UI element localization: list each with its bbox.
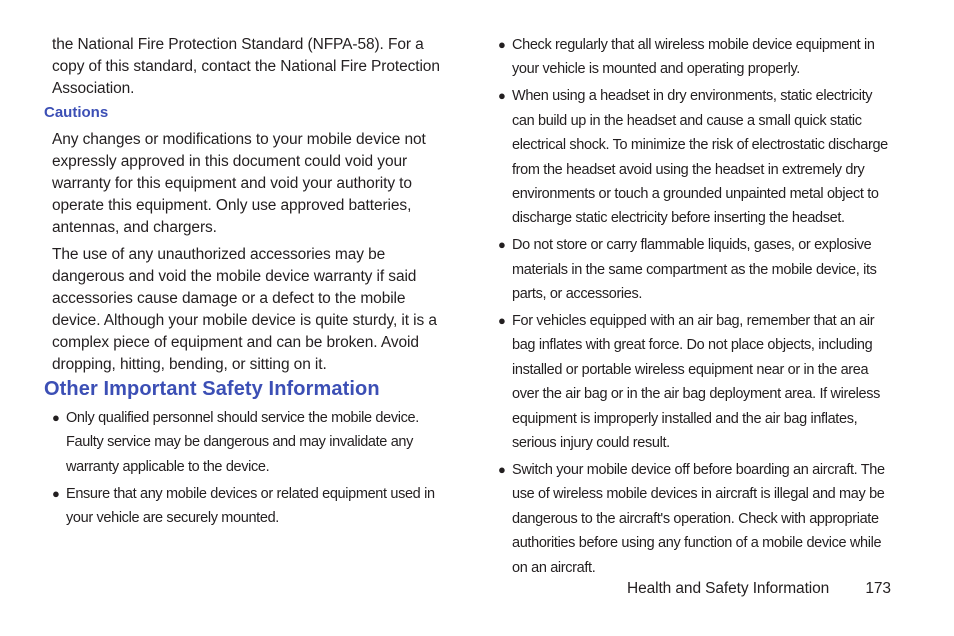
bullet-text: For vehicles equipped with an air bag, remember that an air bag inflates with great force. Do not place objects, including installed or portable wireless equipment near or in the area over the air bag or in the air bag deployment area. If wireless equipment is improperly installed and the air bag inflates, serious injury could result.	[512, 312, 881, 451]
bullet-icon: ●	[52, 410, 60, 425]
footer-section-title: Health and Safety Information	[627, 580, 830, 597]
intro-paragraph: the National Fire Protection Standard (NFPA-58). For a copy of this standard, contact the National Fire Protection Association.	[52, 36, 440, 97]
list-item	[498, 33, 898, 82]
bullet-text: Check regularly that all wireless mobile device equipment in your vehicle is mounted and operating properly.	[512, 37, 875, 78]
list-item	[52, 406, 456, 479]
bullet-text: Ensure that any mobile devices or related equipment used in your vehicle are securely mounted.	[66, 485, 435, 527]
bullet-icon: ●	[498, 88, 506, 104]
page-footer	[627, 578, 891, 600]
page-number: 173	[865, 580, 891, 597]
list-item	[498, 309, 898, 455]
right-bullet-list	[498, 33, 898, 582]
cautions-paragraph-1: Any changes or modifications to your mobile device not expressly approved in this document could void your warranty for this equipment and void your authority to operate this equipment. Only use approved batteries, antennas, and chargers.	[52, 131, 426, 236]
bullet-text: Switch your mobile device off before boarding an aircraft. The use of wireless mobile devices in aircraft is illegal and may be dangerous to the aircraft's operation. Check with appropriate authorities before using any function of a mobile device while on an aircraft.	[512, 461, 885, 576]
left-bullet-list	[52, 406, 456, 533]
bullet-text: When using a headset in dry environments, static electricity can build up in the headset and cause a small quick static electrical shock. To minimize the risk of electrostatic discharge from the headset avoid using the headset in extremely dry environments or touch a grounded unpainted metal object to discharge static electricity before inserting the headset.	[512, 88, 888, 227]
bullet-icon: ●	[498, 312, 506, 328]
bullet-text: Do not store or carry flammable liquids, gases, or explosive materials in the same compartment as the mobile device, its parts, or accessories.	[512, 237, 877, 303]
bullet-icon: ●	[498, 461, 506, 477]
list-item	[498, 233, 898, 306]
list-item	[498, 84, 898, 230]
list-item	[498, 458, 898, 580]
bullet-icon: ●	[498, 237, 506, 253]
list-item	[52, 482, 456, 531]
section-heading: Other Important Safety Information	[44, 378, 380, 400]
cautions-paragraph-2: The use of any unauthorized accessories may be dangerous and void the mobile device warranty if said accessories cause damage or a defect to the mobile device. Although your mobile device is quite sturdy, it is a complex piece of equipment and can be broken. Avoid dropping, hitting, bending, or sitting on it.	[52, 246, 437, 373]
bullet-text: Only qualified personnel should service the mobile device. Faulty service may be dangerous and may invalidate any warranty applicable to the device.	[66, 410, 419, 475]
cautions-heading: Cautions	[44, 104, 109, 121]
bullet-icon: ●	[52, 485, 60, 501]
bullet-icon: ●	[498, 37, 506, 52]
